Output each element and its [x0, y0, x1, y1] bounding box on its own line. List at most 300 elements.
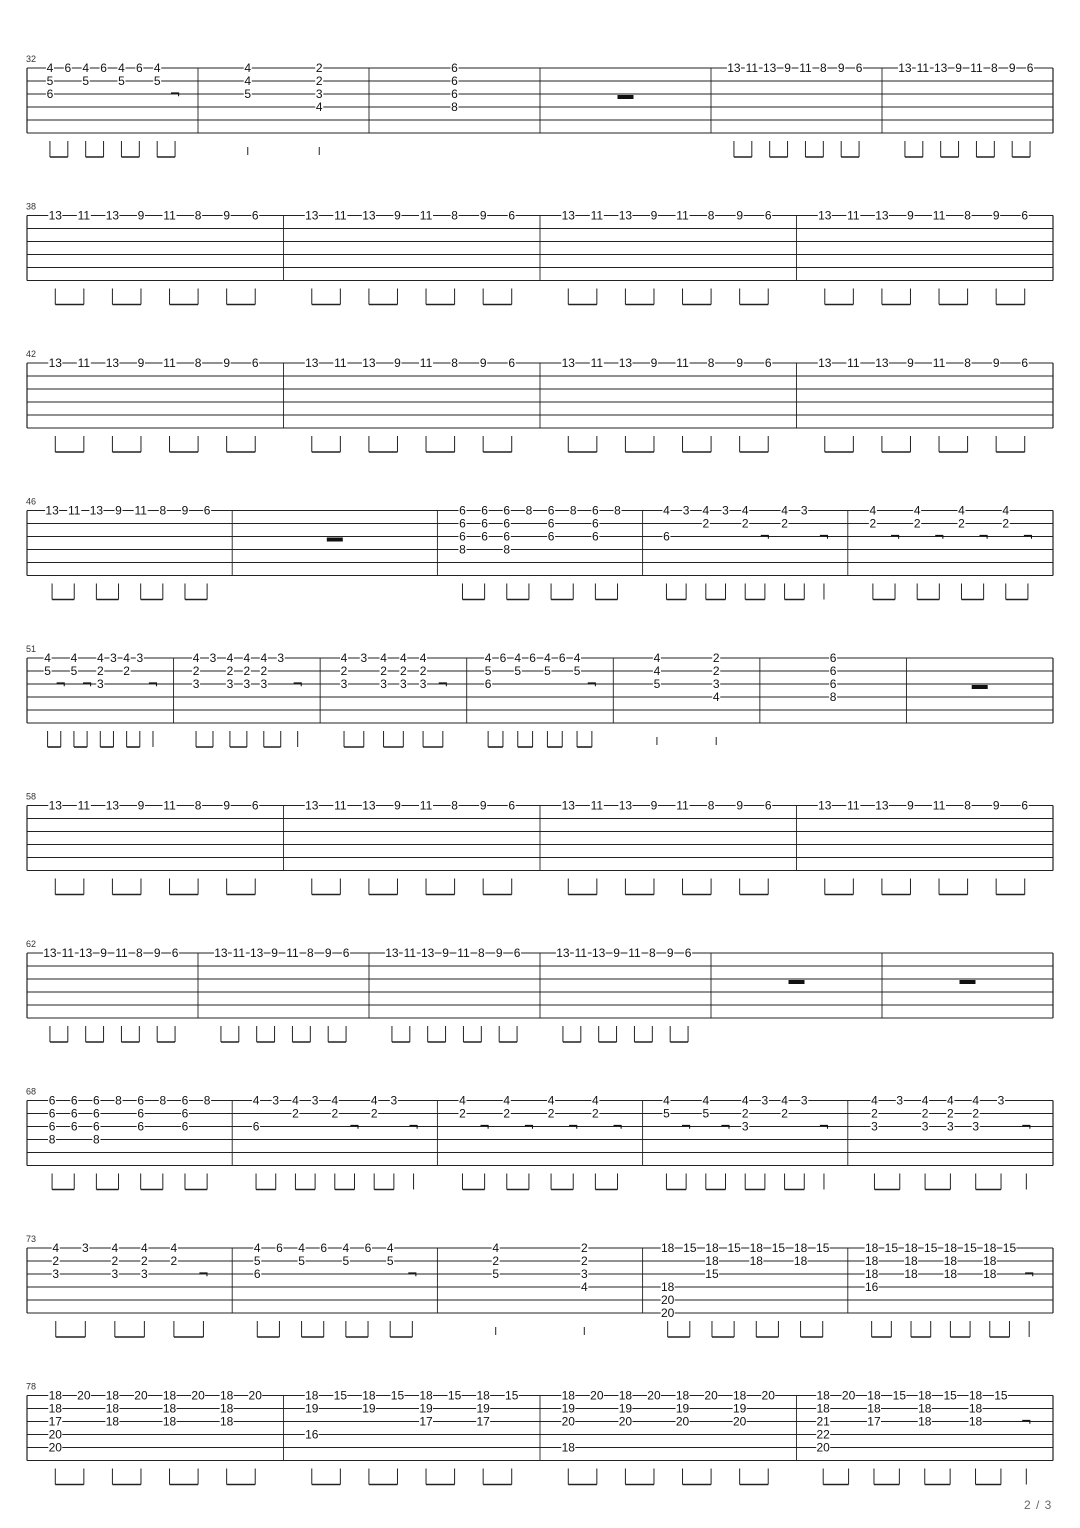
fret-number: 13	[818, 798, 832, 813]
fret-number: 3	[722, 503, 729, 518]
fret-number: 6	[1021, 356, 1029, 370]
fret-number: 3	[399, 677, 407, 691]
fret-number: 15	[816, 1241, 830, 1255]
measure-number: 68	[26, 1086, 37, 1097]
fret-number: 4	[252, 1093, 260, 1108]
rest-symbol: ¬	[889, 529, 901, 545]
fret-number: 4	[921, 1093, 929, 1108]
fret-number: 20	[816, 1440, 830, 1455]
fret-number: 4	[370, 1093, 378, 1108]
fret-number: 6	[592, 516, 599, 531]
fret-number: 6	[181, 1119, 189, 1134]
fret-number: 17	[867, 1414, 881, 1429]
fret-number: 18	[983, 1241, 997, 1255]
fret-number: 13	[305, 208, 319, 223]
fret-number: 5	[573, 664, 581, 678]
fret-number: 15	[1002, 1241, 1017, 1255]
fret-number: 18	[749, 1254, 763, 1268]
fret-number: 5	[46, 74, 54, 88]
fret-number: 2	[503, 1106, 511, 1121]
fret-number: 13	[305, 356, 319, 370]
fret-number: 8	[819, 61, 827, 75]
fret-number: 11	[334, 208, 347, 223]
fret-number: 4	[44, 651, 51, 665]
fret-number: 2	[947, 1106, 954, 1121]
fret-number: 4	[315, 100, 323, 114]
fret-number: 11	[419, 356, 433, 370]
fret-number: 4	[226, 651, 234, 665]
fret-number: 13	[561, 356, 575, 370]
fret-number: 6	[547, 529, 555, 544]
fret-number: 8	[135, 946, 143, 960]
fret-number: 2	[192, 664, 200, 678]
fret-number: 11	[419, 208, 433, 223]
fret-number: 4	[958, 503, 965, 518]
fret-number: 18	[983, 1267, 997, 1281]
rest-symbol: ¬	[612, 1119, 623, 1135]
fret-number: 9	[1008, 61, 1016, 75]
fret-number: 3	[136, 651, 144, 665]
fret-number: 8	[648, 946, 656, 960]
fret-number: 8	[503, 542, 511, 557]
fret-number: 4	[1002, 503, 1010, 518]
rest-symbol: ¬	[818, 529, 830, 545]
fret-number: 5	[298, 1254, 305, 1268]
fret-number: 15	[390, 1388, 405, 1403]
fret-number: 18	[918, 1414, 932, 1429]
fret-number: 4	[913, 503, 921, 518]
fret-number: 2	[712, 664, 720, 678]
fret-number: 6	[93, 1093, 100, 1108]
fret-number: 20	[704, 1388, 718, 1403]
fret-number: 8	[93, 1132, 100, 1147]
fret-number: 5	[118, 74, 125, 88]
fret-number: 2	[712, 651, 720, 665]
fret-number: 20	[660, 1306, 675, 1320]
fret-number: 9	[736, 356, 743, 370]
fret-number: 11	[590, 356, 604, 370]
fret-number: 11	[932, 208, 946, 223]
fret-number: 8	[964, 356, 971, 370]
fret-number: 6	[499, 651, 507, 665]
fret-number: 3	[896, 1093, 904, 1108]
fret-number: 5	[653, 677, 661, 691]
fret-number: 2	[370, 1106, 378, 1121]
measure-number: 73	[26, 1234, 37, 1244]
fret-number: 13	[105, 356, 120, 370]
fret-number: 6	[855, 61, 863, 75]
fret-number: 11	[163, 356, 176, 370]
fret-number: 2	[292, 1106, 299, 1121]
fret-number: 2	[170, 1254, 178, 1268]
fret-number: 13	[214, 946, 228, 960]
fret-number: 9	[992, 356, 1000, 370]
fret-number: 9	[666, 946, 674, 960]
fret-number: 11	[403, 946, 417, 960]
fret-number: 15	[884, 1241, 899, 1255]
fret-number: 19	[561, 1401, 575, 1416]
tab-system	[26, 54, 1053, 157]
rest-symbol: ¬	[523, 1119, 535, 1135]
fret-number: 11	[970, 61, 983, 75]
fret-number: 9	[992, 798, 1000, 813]
fret-number: 13	[875, 356, 889, 370]
fret-number: 3	[315, 87, 323, 101]
fret-number: 6	[253, 1267, 261, 1281]
fret-number: 20	[48, 1427, 62, 1442]
fret-number: 6	[252, 1119, 260, 1134]
fret-number: 3	[311, 1093, 319, 1108]
fret-number: 8	[451, 356, 458, 370]
fret-number: 18	[864, 1254, 879, 1268]
fret-number: 11	[916, 61, 930, 75]
fret-number: 18	[219, 1388, 234, 1403]
fret-number: 8	[707, 208, 715, 223]
fret-number: 5	[544, 664, 551, 678]
fret-number: 13	[362, 208, 376, 223]
whole-rest	[789, 980, 805, 984]
fret-number: 6	[829, 677, 837, 691]
fret-number: 4	[503, 1093, 511, 1108]
fret-number: 18	[983, 1254, 997, 1268]
fret-number: 17	[476, 1414, 490, 1429]
fret-number: 4	[573, 651, 581, 665]
fret-number: 4	[781, 1093, 788, 1108]
fret-number: 8	[194, 208, 202, 223]
fret-number: 13	[818, 208, 832, 223]
fret-number: 9	[613, 946, 620, 960]
fret-number: 13	[43, 946, 57, 960]
fret-number: 20	[618, 1414, 633, 1429]
fret-number: 4	[118, 61, 125, 75]
fret-number: 6	[46, 87, 54, 101]
fret-number: 4	[244, 61, 252, 75]
fret-number: 8	[707, 356, 715, 370]
fret-number: 18	[793, 1241, 808, 1255]
rest-symbol: ¬	[720, 1119, 731, 1135]
fret-number: 13	[305, 798, 319, 813]
rest-symbol: ¬	[586, 677, 598, 692]
fret-number: 5	[82, 74, 90, 88]
fret-number: 9	[495, 946, 503, 960]
fret-number: 6	[251, 356, 259, 370]
fret-number: 6	[684, 946, 692, 960]
fret-number: 2	[781, 516, 788, 531]
fret-number: 9	[907, 356, 914, 370]
fret-number: 4	[781, 503, 788, 518]
fret-number: 20	[191, 1388, 205, 1403]
fret-number: 6	[513, 946, 521, 960]
fret-number: 6	[663, 529, 670, 544]
fret-number: 4	[342, 1241, 350, 1255]
fret-number: 4	[459, 1093, 466, 1108]
fret-number: 18	[793, 1254, 808, 1268]
measure-number: 78	[26, 1381, 37, 1392]
fret-number: 6	[592, 503, 599, 518]
fret-number: 3	[111, 1267, 119, 1281]
fret-number: 8	[451, 100, 458, 114]
fret-number: 18	[362, 1388, 376, 1403]
fret-number: 2	[399, 664, 407, 678]
fret-number: 4	[547, 1093, 555, 1108]
fret-number: 3	[712, 677, 720, 691]
fret-number: 9	[736, 798, 743, 813]
fret-number: 6	[503, 516, 511, 531]
rest-symbol: ¬	[406, 1267, 418, 1282]
fret-number: 4	[741, 1093, 749, 1108]
fret-number: 2	[913, 516, 921, 531]
fret-number: 6	[459, 503, 466, 518]
fret-number: 6	[70, 1093, 78, 1108]
fret-number: 9	[650, 798, 658, 813]
fret-number: 11	[932, 798, 946, 813]
fret-number: 4	[46, 61, 54, 75]
fret-number: 19	[419, 1401, 433, 1416]
fret-number: 6	[137, 1106, 145, 1121]
fret-number: 13	[618, 798, 633, 813]
fret-number: 6	[764, 798, 772, 813]
fret-number: 8	[964, 208, 971, 223]
fret-number: 9	[394, 356, 401, 370]
fret-number: 17	[48, 1414, 62, 1429]
fret-number: 5	[663, 1106, 670, 1121]
fret-number: 20	[732, 1414, 747, 1429]
fret-number: 6	[181, 1093, 189, 1108]
tab-system	[26, 792, 1053, 895]
fret-number: 20	[134, 1388, 148, 1403]
fret-number: 4	[192, 651, 200, 665]
fret-number: 4	[331, 1093, 339, 1108]
fret-number: 11	[457, 946, 470, 960]
fret-number: 6	[451, 87, 458, 101]
fret-number: 9	[115, 503, 122, 518]
fret-number: 13	[818, 356, 832, 370]
fret-number: 16	[864, 1280, 879, 1294]
fret-number: 6	[64, 61, 72, 75]
measure-number: 46	[26, 496, 37, 507]
fret-number: 22	[816, 1427, 830, 1442]
fret-number: 4	[292, 1093, 299, 1108]
fret-number: 2	[781, 1106, 788, 1121]
fret-number: 11	[163, 208, 176, 223]
fret-number: 18	[864, 1267, 879, 1281]
fret-number: 3	[192, 677, 200, 691]
fret-number: 9	[223, 356, 230, 370]
fret-number: 20	[77, 1388, 91, 1403]
fret-number: 2	[226, 664, 234, 678]
fret-number: 4	[653, 651, 661, 665]
fret-number: 9	[907, 798, 914, 813]
fret-number: 18	[660, 1241, 675, 1255]
fret-number: 6	[508, 798, 516, 813]
tab-system	[26, 939, 1053, 1042]
fret-number: 11	[628, 946, 641, 960]
fret-number: 6	[503, 529, 511, 544]
fret-number: 3	[972, 1119, 980, 1134]
fret-number: 9	[479, 208, 487, 223]
fret-number: 3	[81, 1241, 89, 1255]
fret-number: 2	[419, 664, 427, 678]
fret-number: 4	[96, 651, 104, 665]
fret-number: 2	[111, 1254, 119, 1268]
fret-number: 11	[286, 946, 299, 960]
rest-symbol: ¬	[1022, 529, 1034, 545]
fret-number: 5	[244, 87, 252, 101]
fret-number: 4	[419, 651, 427, 665]
fret-number: 6	[1021, 798, 1029, 813]
fret-number: 2	[547, 1106, 555, 1121]
fret-number: 18	[904, 1267, 918, 1281]
fret-number: 4	[253, 1241, 261, 1255]
fret-number: 4	[153, 61, 161, 75]
fret-number: 9	[223, 798, 230, 813]
fret-number: 6	[251, 208, 259, 223]
fret-number: 18	[476, 1388, 490, 1403]
fret-number: 18	[918, 1401, 932, 1416]
fret-number: 2	[869, 516, 877, 531]
page-number: 2 / 3	[1024, 1498, 1053, 1512]
fret-number: 13	[763, 61, 777, 75]
fret-number: 8	[159, 503, 167, 518]
fret-number: 11	[77, 798, 91, 813]
fret-number: 15	[943, 1388, 957, 1403]
fret-number: 5	[70, 664, 78, 678]
tab-system	[26, 1087, 1053, 1190]
fret-number: 15	[727, 1241, 741, 1255]
fret-number: 9	[479, 798, 487, 813]
fret-number: 6	[135, 61, 143, 75]
fret-number: 9	[153, 946, 161, 960]
fret-number: 18	[48, 1401, 62, 1416]
fret-number: 2	[580, 1241, 588, 1255]
fret-number: 11	[745, 61, 759, 75]
fret-number: 13	[875, 798, 889, 813]
fret-number: 8	[990, 61, 998, 75]
fret-number: 6	[93, 1119, 100, 1134]
fret-number: 4	[592, 1093, 599, 1108]
fret-number: 18	[219, 1414, 234, 1429]
tab-system	[26, 349, 1053, 452]
fret-number: 18	[968, 1414, 983, 1429]
rest-symbol: ¬	[933, 529, 945, 545]
fret-number: 9	[100, 946, 107, 960]
fret-number: 4	[70, 651, 78, 665]
fret-number: 5	[702, 1106, 710, 1121]
fret-number: 6	[93, 1106, 100, 1121]
fret-number: 2	[260, 664, 268, 678]
fret-number: 11	[77, 208, 91, 223]
fret-number: 8	[159, 1093, 167, 1108]
fret-number: 2	[315, 61, 323, 75]
fret-number: 11	[847, 798, 860, 813]
rest-symbol: ¬	[759, 529, 771, 545]
fret-number: 11	[334, 356, 347, 370]
fret-number: 13	[105, 798, 120, 813]
fret-number: 6	[48, 1106, 56, 1121]
fret-number: 18	[904, 1254, 918, 1268]
fret-number: 6	[459, 529, 466, 544]
fret-number: 6	[451, 61, 458, 75]
rest-symbol: ¬	[292, 677, 304, 692]
fret-number: 2	[459, 1106, 466, 1121]
whole-rest	[327, 538, 343, 542]
fret-number: 4	[653, 664, 661, 678]
measure-number: 62	[26, 939, 37, 949]
fret-number: 8	[477, 946, 485, 960]
fret-number: 13	[618, 208, 633, 223]
fret-number: 8	[194, 356, 202, 370]
fret-number: 18	[618, 1388, 633, 1403]
fret-number: 6	[547, 516, 555, 531]
fret-number: 8	[829, 690, 837, 704]
fret-number: 13	[561, 798, 575, 813]
fret-number: 18	[105, 1414, 120, 1429]
rest-symbol: ¬	[1020, 1414, 1032, 1430]
fret-number: 9	[181, 503, 189, 518]
fret-number: 11	[61, 946, 75, 960]
fret-number: 18	[705, 1254, 719, 1268]
fret-number: 20	[647, 1388, 661, 1403]
fret-number: 20	[675, 1414, 690, 1429]
rest-symbol: ¬	[169, 87, 181, 102]
fret-number: 18	[48, 1388, 62, 1403]
fret-number: 6	[364, 1241, 372, 1255]
fret-number: 6	[829, 664, 837, 678]
fret-number: 3	[761, 1093, 769, 1108]
fret-number: 11	[590, 208, 604, 223]
fret-number: 4	[544, 651, 551, 665]
fret-number: 2	[741, 516, 749, 531]
fret-number: 2	[702, 516, 710, 531]
fret-number: 13	[618, 356, 633, 370]
fret-number: 6	[48, 1119, 56, 1134]
fret-number: 4	[82, 61, 90, 75]
rest-symbol: ¬	[147, 677, 159, 692]
fret-number: 6	[276, 1241, 283, 1255]
fret-number: 18	[816, 1388, 830, 1403]
fret-number: 4	[399, 651, 407, 665]
rest-symbol: ¬	[408, 1119, 420, 1135]
fret-number: 11	[419, 798, 433, 813]
fret-number: 5	[514, 664, 522, 678]
fret-number: 13	[875, 208, 889, 223]
fret-number: 6	[764, 356, 772, 370]
fret-number: 3	[110, 651, 117, 665]
fret-number: 8	[203, 1093, 211, 1108]
fret-number: 4	[702, 503, 710, 518]
fret-number: 2	[592, 1106, 599, 1121]
fret-number: 15	[963, 1241, 977, 1255]
fret-number: 18	[561, 1440, 575, 1455]
fret-number: 2	[141, 1254, 148, 1268]
fret-number: 13	[934, 61, 948, 75]
fret-number: 6	[547, 503, 555, 518]
fret-number: 18	[105, 1388, 120, 1403]
fret-number: 9	[137, 798, 145, 813]
whole-rest	[618, 95, 634, 99]
fret-number: 2	[340, 664, 348, 678]
fret-number: 11	[676, 356, 689, 370]
fret-number: 9	[650, 356, 658, 370]
fret-number: 2	[1002, 516, 1010, 531]
fret-number: 4	[52, 1241, 60, 1255]
fret-number: 2	[52, 1254, 60, 1268]
fret-number: 15	[924, 1241, 938, 1255]
fret-number: 2	[921, 1106, 929, 1121]
fret-number: 4	[514, 651, 522, 665]
fret-number: 8	[48, 1132, 56, 1147]
fret-number: 4	[492, 1241, 500, 1255]
